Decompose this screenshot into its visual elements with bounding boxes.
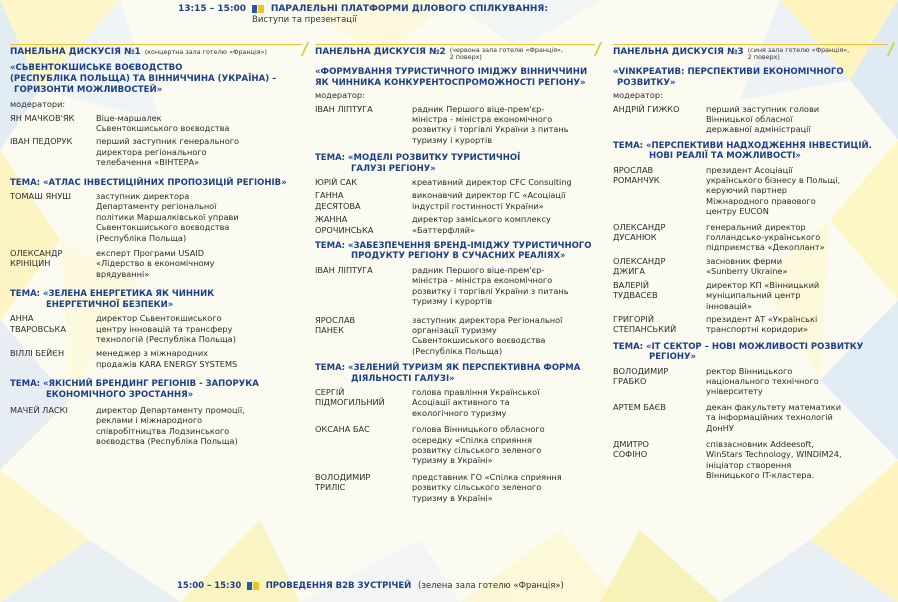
person-name: ВОЛОДИМИР ТРИЛІС <box>315 471 371 493</box>
moderator <box>315 104 595 146</box>
speaker <box>315 265 595 307</box>
speaker <box>315 424 595 466</box>
person-role: Віце-маршалек Сьвентокшиського воєводства <box>96 112 230 133</box>
speaker <box>613 402 888 433</box>
panel-3 <box>613 44 888 481</box>
b2b-title: ПРОВЕДЕННЯ B2B ЗУСТРІЧЕЙ <box>265 581 412 591</box>
panel-1 <box>10 44 302 447</box>
person-name: ОКСАНА БАС <box>315 424 370 435</box>
panel-3-venue: (синя зала готелю «Франція», 2 поверх) <box>747 46 850 61</box>
theme-heading: ТЕМА: «ЯКІСНИЙ БРЕНДИНГ РЕГІОНІВ - ЗАПОРУКА ЕКОНОМІЧНОГО ЗРОСТАННЯ» <box>10 379 259 400</box>
topic-line: «СЬВЕНТОКШИСЬКЕ ВОЄВОДСТВО <box>10 63 183 74</box>
person-role: президент Асоціації українського бізнесу в Польщі, керуючий партнер Міжнародного правового центру EUCON <box>706 164 841 217</box>
panel-2-heading <box>315 44 595 61</box>
person-role: декан факультету математики та інформаційних технологій ДонНУ <box>706 401 842 433</box>
speaker <box>10 191 302 243</box>
person-role: співзасновник Addeesoft, WinStars Technology, WINDIM24, ініціатор створення Вінницького IT-кластера. <box>706 438 842 481</box>
theme-heading: ТЕМА: «ЗЕЛЕНИЙ ТУРИЗМ ЯК ПЕРСПЕКТИВНА ФОРМА ДІЯЛЬНОСТІ ГАЛУЗІ» <box>315 363 581 384</box>
panel-1-title: ПАНЕЛЬНА ДИСКУСІЯ №1 <box>10 47 141 57</box>
person-name: МАЧЕЙ ЛАСКІ <box>10 404 68 415</box>
moderator-label: модератор: <box>315 90 365 101</box>
speaker <box>10 248 302 279</box>
panel-1-topic <box>10 63 302 95</box>
person-name: ІВАН ПЕДОРУК <box>10 136 73 147</box>
panel-3-title: ПАНЕЛЬНА ДИСКУСІЯ №3 <box>613 47 744 57</box>
person-role: заступник директора Департаменту регіональної політики Маршалківської управи Сьвентокшиського воєводства (Республіка Польща) <box>96 191 239 243</box>
person-role: заступник директора Регіональної організації туризму Сьвентокшиського воєводства (Республіка Польща) <box>412 314 563 356</box>
person-role: перший заступник голови Вінницької обласної державної адміністрації <box>706 103 820 135</box>
event-logo-icon <box>252 5 264 13</box>
speaker <box>315 315 595 357</box>
person-name: ЯН МАЧКОВ'ЯК <box>10 112 75 123</box>
person-role: директор Сьвентокшиського центру інновацій та трансферу технологій (Республіка Польща) <box>96 313 236 344</box>
panel-3-heading <box>613 44 888 61</box>
event-logo-icon <box>247 582 259 590</box>
panel-2-venue: (червона зала готелю «Франція», 2 поверх) <box>449 46 563 61</box>
speaker <box>613 222 888 253</box>
person-role: менеджер з міжнародних продажів KARA ENERGY SYSTEMS <box>96 348 238 369</box>
panel-1-venue: (концертна зала готелю «Франція») <box>144 48 268 56</box>
speaker <box>315 387 595 418</box>
person-role: генеральний директор голландсько-українського підприємства «Декоплант» <box>706 221 825 253</box>
person-name: ОЛЕКСАНДР ДЖИГА <box>613 255 666 277</box>
moderator <box>10 113 302 134</box>
panel-2-topic: «ФОРМУВАННЯ ТУРИСТИЧНОГО ІМІДЖУ ВІННИЧЧИНИ ЯК ЧИННИКА КОНКУРЕНТОСПРОМОЖНОСТІ РЕГІОНУ» <box>315 67 588 88</box>
b2b-time: 15:00 – 15:30 <box>177 581 242 591</box>
panel-2 <box>315 44 595 503</box>
person-name: ВОЛОДИМИР ГРАБКО <box>613 365 669 386</box>
person-name: АННА ТВАРОВСЬКА <box>10 313 66 334</box>
person-role: радник Першого віце-прем'єр- міністра - міністра економічного розвитку і торгівлі України з питань туризму і курортів <box>412 264 569 307</box>
speaker <box>613 314 888 335</box>
panel-1-heading <box>10 44 302 57</box>
speaker <box>613 280 888 311</box>
topic-line: ГОРИЗОНТИ МОЖЛИВОСТЕЙ» <box>14 84 163 95</box>
moderators-label: модератори: <box>10 99 66 110</box>
person-name: ЮРІЙ САК <box>315 177 358 188</box>
person-role: ректор Вінницького національного технічного університету <box>706 365 819 397</box>
moderator-label: модератор: <box>613 90 663 101</box>
person-name: СЕРГІЙ ПІДМОГИЛЬНИЙ <box>315 386 385 408</box>
person-role: креативний директор CFC Consulting <box>412 177 572 188</box>
person-name: ЯРОСЛАВ ПАНЕК <box>315 314 356 335</box>
theme-heading: ТЕМА: «МОДЕЛІ РОЗВИТКУ ТУРИСТИЧНОЇ ГАЛУЗІ РЕГІОНУ» <box>315 153 521 174</box>
person-role: голова Вінницького обласного осередку «Спілка сприяння розвитку сільського зеленого туризму в Україні» <box>412 424 545 466</box>
person-role: президент АТ «Українські транспортні коридори» <box>706 313 818 335</box>
speaker <box>315 177 595 187</box>
speaker <box>10 313 302 344</box>
speaker <box>613 439 888 481</box>
person-name: ІВАН ЛІПТУГА <box>315 103 373 114</box>
speaker <box>315 214 595 235</box>
person-name: ОЛЕКСАНДР КРІНІЦИН <box>10 248 63 269</box>
person-name: ГРИГОРІЙ СТЕПАНСЬКИЙ <box>613 313 677 335</box>
theme-heading: ТЕМА: «ЗАБЕЗПЕЧЕННЯ БРЕНД-ІМІДЖУ ТУРИСТИЧНОГО ПРОДУКТУ РЕГІОНУ В СУЧАСНИХ РЕАЛІЯХ» <box>315 241 592 262</box>
session-title: ПАРАЛЕЛЬНІ ПЛАТФОРМИ ДІЛОВОГО СПІЛКУВАННЯ: <box>270 4 548 14</box>
person-name: ДМИТРО СОФІНО <box>613 438 649 460</box>
person-role: директор заміського комплексу «Баттерфляй» <box>412 214 551 235</box>
speaker <box>315 190 595 211</box>
person-name: АНДРІЙ ГИЖКО <box>613 103 680 114</box>
speaker <box>613 256 888 277</box>
person-role: голова правління Української Асоціації активного та екологічного туризму <box>412 386 540 418</box>
theme-heading: ТЕМА: «ЗЕЛЕНА ЕНЕРГЕТИКА ЯК ЧИННИК ЕНЕРГЕТИЧНОЇ БЕЗПЕКИ» <box>10 289 215 310</box>
person-role: директор Департаменту промоції, реклами і міжнародного співробітництва Лодзинського воєводства (Республіка Польща) <box>96 404 245 447</box>
person-name: ОЛЕКСАНДР ДУСАНЮК <box>613 221 666 243</box>
session-time: 13:15 – 15:00 <box>178 4 247 14</box>
person-name: ЖАННА ОРОЧИНСЬКА <box>315 214 374 235</box>
speaker <box>10 348 302 369</box>
speaker <box>613 165 888 217</box>
session-header <box>178 4 548 15</box>
moderator <box>10 136 302 167</box>
person-role: представник ГО «Спілка сприяння розвитку сільського зеленого туризму в Україні» <box>412 471 562 503</box>
person-name: АРТЕМ БАЄВ <box>613 401 666 412</box>
b2b-session <box>177 581 564 591</box>
person-role: експерт Програми USAID «Лідерство в економічному врядуванні» <box>96 248 215 279</box>
speaker <box>315 472 595 503</box>
person-role: засновник ферми «Sunberry Ukraine» <box>706 255 788 277</box>
moderator <box>613 104 888 135</box>
session-subtitle: Виступи та презентації <box>252 15 357 25</box>
person-role: директор КП «Вінницький муніципальний центр інновацій» <box>706 279 820 311</box>
theme-heading: ТЕМА: «АТЛАС ІНВЕСТИЦІЙНИХ ПРОПОЗИЦІЙ РЕГІОНІВ» <box>10 177 287 188</box>
person-name: ІВАН ЛІПТУГА <box>315 264 373 275</box>
person-role: виконавчий директор ГС «Асоціації індустрії гостинності України» <box>412 190 566 211</box>
b2b-venue: (зелена зала готелю «Франція») <box>418 581 564 591</box>
speaker <box>10 405 302 447</box>
panel-2-title: ПАНЕЛЬНА ДИСКУСІЯ №2 <box>315 47 446 57</box>
topic-line: (РЕСПУБЛІКА ПОЛЬЩА) ТА ВІННИЧЧИНА (УКРАЇНА) – <box>10 74 277 84</box>
person-name: ТОМАШ ЯНУШ <box>10 191 72 202</box>
person-role: перший заступник генерального директора регіонального телебачення «ВІНТЕРА» <box>96 136 240 168</box>
person-role: радник Першого віце-прем'єр- міністра - міністра економічного розвитку і торгівлі України з питань туризму і курортів <box>412 103 569 145</box>
person-name: ВІЛЛІ БЕЙЄН <box>10 348 65 359</box>
theme-heading: ТЕМА: «ІТ СЕКТОР – НОВІ МОЖЛИВОСТІ РОЗВИТКУ РЕГІОНУ» <box>613 341 864 363</box>
person-name: ВАЛЕРІЙ ТУДВАСЄВ <box>613 279 658 301</box>
panel-3-topic: «VINКРЕАТИВ: ПЕРСПЕКТИВИ ЕКОНОМІЧНОГО РОЗВИТКУ» <box>613 67 844 88</box>
theme-heading: ТЕМА: «ПЕРСПЕКТИВИ НАДХОДЖЕННЯ ІНВЕСТИЦІЙ. НОВІ РЕАЛІЇ ТА МОЖЛИВОСТІ» <box>613 140 872 162</box>
person-name: ЯРОСЛАВ РОМАНЧУК <box>613 164 660 186</box>
speaker <box>613 366 888 397</box>
person-name: ГАННА ДЕСЯТОВА <box>315 190 361 211</box>
